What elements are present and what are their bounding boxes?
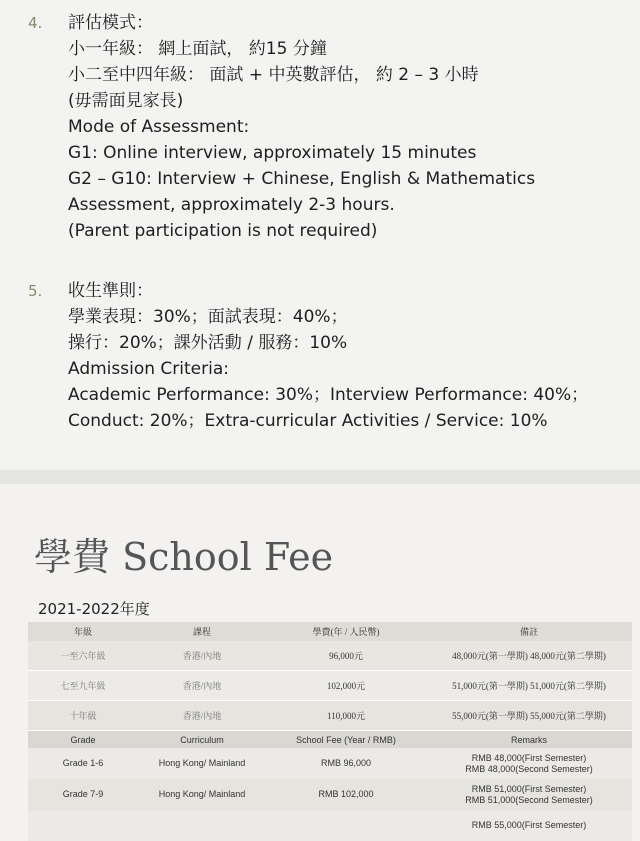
fee-cell: 96,000元: [266, 641, 426, 671]
fee-cell: RMB 102,000: [266, 779, 426, 810]
fee-cell: RMB 96,000: [266, 748, 426, 779]
table-row: [28, 641, 632, 671]
text-line: G1: Online interview, approximately 15 minutes: [68, 143, 477, 163]
remarks-cell: 48,000元(第一學期) 48,000元(第二學期): [426, 641, 632, 671]
text-line: (毋需面見家長): [68, 91, 184, 111]
table-row: [28, 748, 632, 779]
text-line: Mode of Assessment:: [68, 117, 250, 137]
table-row: [28, 810, 632, 841]
header-cell: Grade: [28, 731, 138, 749]
remarks-cell: [426, 779, 632, 810]
item-number: 5.: [28, 282, 43, 300]
fee-cell: 102,000元: [266, 671, 426, 701]
grade-cell: [28, 810, 138, 841]
academic-year: 2021-2022年度: [38, 600, 150, 618]
curriculum-cell: Hong Kong/ Mainland: [138, 779, 266, 810]
remarks-cell: [426, 748, 632, 779]
school-fee-slide: [0, 484, 640, 836]
header-cell: School Fee (Year / RMB): [266, 731, 426, 749]
curriculum-cell: Hong Kong/ Mainland: [138, 748, 266, 779]
slide-title: 學費 School Fee: [34, 535, 334, 579]
grade-cell: 七至九年級: [28, 671, 138, 701]
curriculum-cell: 香港/內地: [138, 641, 266, 671]
text-line: 學業表現：30%；面試表現：40%；: [68, 307, 348, 327]
grade-cell: Grade 1-6: [28, 748, 138, 779]
header-cell: 年級: [28, 622, 138, 641]
table-row: [28, 671, 632, 701]
text-line: Admission Criteria:: [68, 359, 229, 379]
text-line: 小一年級： 網上面試， 約15 分鐘: [68, 39, 327, 59]
curriculum-cell: [138, 810, 266, 841]
table-row: [28, 701, 632, 731]
slide-separator: [0, 470, 640, 484]
header-cell: 備註: [426, 622, 632, 641]
text-line: Assessment, approximately 2-3 hours.: [68, 195, 395, 215]
remark-line: RMB 48,000(First Semester): [471, 752, 587, 763]
remark-line: RMB 55,000(First Semester): [471, 820, 587, 830]
remark-line: RMB 48,000(Second Semester): [465, 763, 593, 774]
remarks-cell: 51,000元(第一學期) 51,000元(第二學期): [426, 671, 632, 701]
table-row: [28, 779, 632, 810]
remark-line: RMB 51,000(Second Semester): [465, 794, 593, 805]
text-line: 小二至中四年級： 面試 + 中英數評估， 約 2 – 3 小時: [68, 65, 479, 85]
remark-line: RMB 51,000(First Semester): [471, 783, 587, 794]
remarks-cell: [426, 810, 632, 841]
text-line: Conduct: 20%；Extra-curricular Activities / Service: 10%: [68, 411, 548, 431]
item-number: 4.: [28, 14, 43, 32]
grade-cell: 一至六年級: [28, 641, 138, 671]
text-line: (Parent participation is not required): [68, 221, 378, 241]
en-header-row: [28, 731, 632, 749]
text-line: 操行：20%；課外活動 / 服務：10%: [68, 333, 348, 353]
header-cell: Remarks: [426, 731, 632, 749]
zh-header-row: [28, 622, 632, 641]
fee-cell: 110,000元: [266, 701, 426, 731]
header-cell: Curriculum: [138, 731, 266, 749]
text-line: 評估模式：: [68, 13, 153, 33]
item-lines: [68, 10, 535, 244]
remarks-cell: 55,000元(第一學期) 55,000元(第二學期): [426, 701, 632, 731]
text-line: G2 – G10: Interview + Chinese, English & Mathematics: [68, 169, 536, 189]
grade-cell: Grade 7-9: [28, 779, 138, 810]
header-cell: 學費(年 / 人民幣): [266, 622, 426, 641]
fee-table: [28, 622, 632, 841]
grade-cell: 十年級: [28, 701, 138, 731]
curriculum-cell: 香港/內地: [138, 701, 266, 731]
curriculum-cell: 香港/內地: [138, 671, 266, 701]
item-lines: [68, 278, 588, 434]
fee-cell: [266, 810, 426, 841]
text-line: Academic Performance: 30%；Interview Performance: 40%；: [68, 385, 589, 405]
text-line: 收生準則：: [68, 281, 153, 301]
header-cell: 課程: [138, 622, 266, 641]
